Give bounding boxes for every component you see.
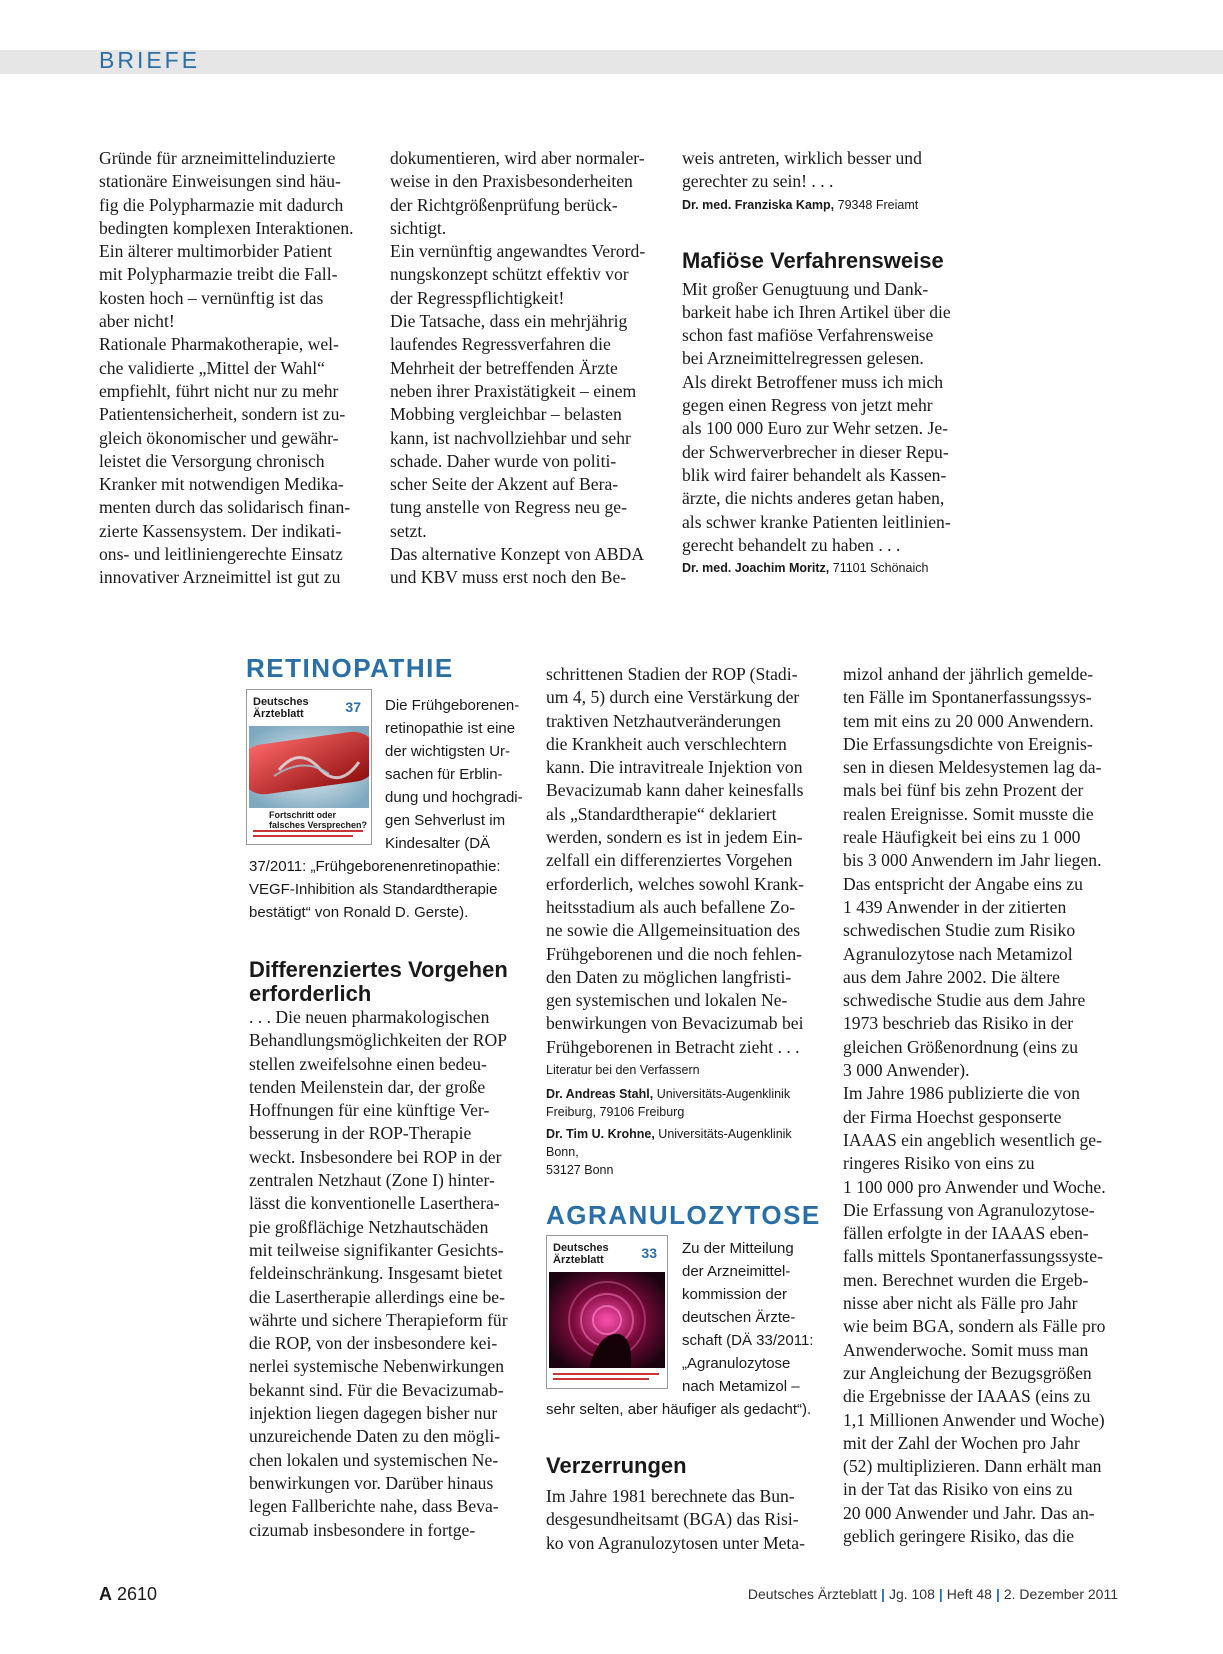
cover-line <box>553 1373 659 1375</box>
text-line: nach Metamizol – <box>682 1378 800 1395</box>
retinopathie-intro-continued <box>249 855 539 924</box>
text-line: als „Standardtherapie“ deklariert <box>546 803 777 824</box>
text-line: aus dem Jahre 2002. Die ältere <box>843 966 1060 987</box>
agranulozytose-body-column-2 <box>843 663 1128 1548</box>
text-line: schwedische Studie aus dem Jahre <box>843 990 1086 1011</box>
text-line: schaft (DÄ 33/2011: <box>682 1332 814 1349</box>
text-line: 1 100 000 pro Anwender und Woche. <box>843 1176 1106 1197</box>
text-line: Kindesalter (DÄ <box>385 835 491 852</box>
journal-footer: Deutsches Ärzteblatt | Jg. 108 | Heft 48 | 2. Dezember 2011 <box>747 1586 1118 1602</box>
text-line: che validierte „Mittel der Wahl“ <box>99 357 325 378</box>
retinopathie-heading: Differenziertes Vorgehen erforderlich <box>249 957 508 1006</box>
text-line: stellen zweifelsohne einen bedeu- <box>249 1053 487 1074</box>
retinopathie-kicker: RETINOPATHIE <box>246 653 454 683</box>
cover-brand: Deutsches Ärzteblatt <box>553 1242 609 1266</box>
letter-signature: Dr. med. Joachim Moritz, 71101 Schönaich <box>682 561 929 576</box>
cover-line <box>253 835 353 837</box>
text-line: Mobbing vergleichbar – belasten <box>390 404 622 425</box>
text-line: setzt. <box>390 520 427 541</box>
cover-line <box>553 1378 649 1380</box>
agranulozytose-intro-continued <box>546 1398 836 1421</box>
text-line: bestätigt“ von Ronald D. Gerste). <box>249 904 469 921</box>
text-line: gen Sehverlust im <box>385 812 506 829</box>
author-signature: Dr. Tim U. Krohne, Universitäts-Augenklinik Bonn, 53127 Bonn <box>546 1127 792 1178</box>
text-line: Die Erfassungsdichte von Ereignis- <box>843 733 1093 754</box>
text-line: Als direkt Betroffener muss ich mich <box>682 371 944 392</box>
text-line: die Lasertherapie allerdings eine be- <box>249 1286 505 1307</box>
text-line: zelfall ein differenziertes Vorgehen <box>546 850 793 871</box>
letter-text <box>682 278 972 558</box>
text-line: bekannt sind. Für die Bevacizumab- <box>249 1379 504 1400</box>
text-line: Die Tatsache, dass ein mehrjährig <box>390 311 628 332</box>
text-line: der wichtigsten Ur- <box>385 743 511 760</box>
text-line: gerecht behandelt zu haben . . . <box>682 534 901 555</box>
text-line: ten Fälle im Spontanerfassungssys- <box>843 687 1092 708</box>
text-line: weise in den Praxisbesonderheiten <box>390 171 633 192</box>
text-line: der Arzneimittel- <box>682 1263 791 1280</box>
text-line: schwedischen Studie zum Risiko <box>843 920 1076 941</box>
text-line: sen in diesen Meldesystemen lag da- <box>843 757 1102 778</box>
text-line: bis 3 000 Anwendern im Jahr liegen. <box>843 850 1102 871</box>
text-line: tung anstelle von Regress neu ge- <box>390 497 627 518</box>
text-line: scher Seite der Akzent auf Bera- <box>390 474 619 495</box>
text-line: fällen erfolgte in der IAAAS eben- <box>843 1223 1089 1244</box>
text-line: die ROP, von der insbesondere kei- <box>249 1333 498 1354</box>
text-line: Frühgeborenen und die noch fehlen- <box>546 943 803 964</box>
text-line: mizol anhand der jährlich gemelde- <box>843 664 1094 684</box>
text-line: ärzte, die nichts anderes getan haben, <box>682 488 945 509</box>
page-number: A 2610 <box>99 1584 158 1604</box>
letter-heading: Mafiöse Verfahrensweise <box>682 247 944 273</box>
text-line: sichtigt. <box>390 217 447 238</box>
text-line: gleichen Größenordnung (eins zu <box>843 1036 1078 1057</box>
text-line: ko von Agranulozytosen unter Meta- <box>546 1532 805 1553</box>
text-line: kann, ist nachvollziehbar und sehr <box>390 427 631 448</box>
text-line: nungskonzept schützt effektiv vor <box>390 264 629 285</box>
text-line: kosten hoch – vernünftig ist das <box>99 287 324 308</box>
text-line: gerechter zu sein! . . . <box>682 171 834 192</box>
text-line: und KBV muss erst noch den Be- <box>390 567 627 588</box>
text-line: Die Erfassung von Agranulozytose- <box>843 1199 1095 1220</box>
text-line: schrittenen Stadien der ROP (Stadi- <box>546 664 798 684</box>
text-line: besserung in der ROP-Therapie <box>249 1123 472 1144</box>
text-line: fig die Polypharmazie mit dadurch <box>99 194 344 215</box>
text-line: mit der Zahl der Wochen pro Jahr <box>843 1432 1080 1453</box>
text-line: dokumentieren, wird aber normaler- <box>390 148 645 168</box>
text-line: nisse aber nicht als Fälle pro Jahr <box>843 1293 1078 1314</box>
text-line: gen systemischen und lokalen Ne- <box>546 990 788 1011</box>
text-line: 37/2011: „Frühgeborenenretinopathie: <box>249 858 501 875</box>
letter-column-2 <box>390 147 675 590</box>
text-line: injektion liegen dagegen bisher nur <box>249 1403 498 1424</box>
text-line: als 100 000 Euro zur Wehr setzen. Je- <box>682 418 948 439</box>
text-line: die Krankheit auch verschlechtern <box>546 733 787 754</box>
cover-image <box>549 1272 665 1368</box>
text-line: wie beim BGA, sondern als Fälle pro <box>843 1316 1106 1337</box>
text-line: sehr selten, aber häufiger als gedacht“). <box>546 1401 812 1418</box>
text-line: Behandlungsmöglichkeiten der ROP <box>249 1030 508 1051</box>
text-line: weis antreten, wirklich besser und <box>682 148 922 168</box>
text-line: feldeinschränkung. Insgesamt bietet <box>249 1263 503 1284</box>
text-line: Kranker mit notwendigen Medika- <box>99 474 344 495</box>
text-line: schade. Daher wurde von politi- <box>390 450 617 471</box>
text-line: legen Fallberichte nahe, dass Beva- <box>249 1496 499 1517</box>
text-line: bei Arzneimittelregressen gelesen. <box>682 348 924 369</box>
author-signature: Dr. Andreas Stahl, Universitäts-Augenklinik Freiburg, 79106 Freiburg <box>546 1087 791 1120</box>
text-line: tenden Meilenstein dar, der große <box>249 1076 486 1097</box>
text-line: cizumab insbesondere in fortge- <box>249 1519 476 1540</box>
text-line: desgesundheitsamt (BGA) das Risi- <box>546 1509 799 1530</box>
text-line: benwirkungen vor. Darüber hinaus <box>249 1472 494 1493</box>
text-line: unzureichende Daten zu den mögli- <box>249 1426 501 1447</box>
text-line: blik wird fairer behandelt als Kassen- <box>682 464 947 485</box>
letter-text <box>682 147 972 194</box>
cover-brand: Deutsches Ärzteblatt <box>253 696 309 720</box>
text-line: chen lokalen und systemischen Ne- <box>249 1449 499 1470</box>
agranulozytose-intro <box>682 1237 832 1398</box>
text-line: Gründe für arzneimittelinduzierte <box>99 148 336 168</box>
text-line: falls mittels Spontanerfassungssyste- <box>843 1246 1103 1267</box>
text-line: 1 439 Anwender in der zitierten <box>843 896 1067 917</box>
text-line: Patientensicherheit, sondern ist zu- <box>99 404 346 425</box>
text-line: deutschen Ärzte- <box>682 1309 796 1326</box>
text-line: sachen für Erblin- <box>385 766 503 783</box>
text-line: „Agranulozytose <box>682 1355 791 1372</box>
text-line: . . . Die neuen pharmakologischen <box>249 1007 490 1027</box>
text-line: Die Frühgeborenen- <box>385 697 520 714</box>
text-line: der Regresspflichtigkeit! <box>390 287 565 308</box>
cover-headline: Fortschritt oder falsches Versprechen? <box>269 810 368 830</box>
text-line: Ein älterer multimorbider Patient <box>99 241 333 262</box>
text-line: der Firma Hoechst gesponserte <box>843 1106 1062 1127</box>
text-line: 1973 beschrieb das Risiko in der <box>843 1013 1074 1034</box>
retinopathie-intro <box>385 694 525 855</box>
text-line: Mit großer Genugtuung und Dank- <box>682 278 929 299</box>
text-line: die Ergebnisse der IAAAS (eins zu <box>843 1386 1091 1407</box>
text-line: realen Ereignisse. Somit musste die <box>843 803 1094 824</box>
text-line: Das alternative Konzept von ABDA <box>390 544 645 565</box>
text-line: Das entspricht der Angabe eins zu <box>843 873 1083 894</box>
text-line: Ein vernünftig angewandtes Verord- <box>390 241 646 262</box>
text-line: IAAAS ein angeblich wesentlich ge- <box>843 1129 1102 1150</box>
text-line: (52) multiplizieren. Dann erhält man <box>843 1456 1102 1477</box>
text-line: heitsstadium als auch befallene Zo- <box>546 896 796 917</box>
text-line: ons- und leitliniengerechte Einsatz <box>99 544 343 565</box>
cover-issue-number: 33 <box>641 1245 657 1261</box>
text-line: den Daten zu möglichen langfristi- <box>546 966 792 987</box>
text-line: kann. Die intravitreale Injektion von <box>546 757 803 778</box>
text-line: Mehrheit der betreffenden Ärzte <box>390 357 618 378</box>
text-line: dung und hochgradi- <box>385 789 523 806</box>
text-line: mit Polypharmazie treibt die Fall- <box>99 264 338 285</box>
text-line: Bevacizumab kann daher keinesfalls <box>546 780 804 801</box>
text-line: mit teilweise signifikanter Gesichts- <box>249 1239 504 1260</box>
text-line: mals bei fünf bis zehn Prozent der <box>843 780 1084 801</box>
agranulozytose-kicker: AGRANULOZYTOSE <box>546 1200 821 1230</box>
text-line: empfiehlt, führt nicht nur zu mehr <box>99 380 339 401</box>
text-line: um 4, 5) durch eine Verstärkung der <box>546 687 800 708</box>
text-line: VEGF-Inhibition als Standardtherapie <box>249 881 498 898</box>
text-line: geblich geringere Risiko, das die <box>843 1525 1075 1546</box>
text-line: 1,1 Millionen Anwender und Woche) <box>843 1409 1105 1430</box>
text-line: nerlei systemische Nebenwirkungen <box>249 1356 505 1377</box>
text-line: zierte Kassensystem. Der indikati- <box>99 520 342 541</box>
text-line: 20 000 Anwender und Jahr. Das an- <box>843 1502 1095 1523</box>
text-line: reale Häufigkeit bei eins zu 1 000 <box>843 827 1081 848</box>
body-text <box>546 663 826 1059</box>
journal-cover-thumbnail <box>246 689 372 845</box>
text-line: Agranulozytose nach Metamizol <box>843 943 1073 964</box>
text-line: neben ihrer Praxistätigkeit – einem <box>390 380 637 401</box>
text-line: tem mit eins zu 20 000 Anwendern. <box>843 710 1094 731</box>
text-line: gegen einen Regress von jetzt mehr <box>682 395 933 416</box>
text-line: laufendes Regressverfahren die <box>390 334 611 355</box>
agranulozytose-heading: Verzerrungen <box>546 1453 687 1478</box>
text-line: innovativer Arzneimittel ist gut zu <box>99 567 341 588</box>
text-line: kommission der <box>682 1286 788 1303</box>
text-line: retinopathie ist eine <box>385 720 516 737</box>
text-line: der Richtgrößenprüfung berück- <box>390 194 618 215</box>
text-line: ne sowie die Allgemeinsituation des <box>546 920 801 941</box>
cover-line <box>253 830 363 832</box>
letter-column-3 <box>682 147 972 577</box>
text-line: Rationale Pharmakotherapie, wel- <box>99 334 339 355</box>
text-line: ringeres Risiko von eins zu <box>843 1153 1035 1174</box>
text-line: pie großflächige Netzhautschäden <box>249 1216 489 1237</box>
text-line: zur Angleichung der Bezugsgrößen <box>843 1362 1092 1383</box>
letter-signature: Dr. med. Franziska Kamp, 79348 Freiamt <box>682 197 919 212</box>
journal-cover-thumbnail <box>546 1235 668 1389</box>
text-line: stationäre Einweisungen sind häu- <box>99 171 341 192</box>
agranulozytose-body-column-1 <box>546 1485 831 1555</box>
text-line: Im Jahre 1981 berechnete das Bun- <box>546 1486 795 1506</box>
text-line: Zu der Mitteilung <box>682 1240 794 1257</box>
cover-image <box>249 726 369 808</box>
text-line: gleich ökonomischer und gewähr- <box>99 427 339 448</box>
text-line: men. Berechnet wurden die Ergeb- <box>843 1269 1089 1290</box>
text-line: lässt die konventionelle Laserthera- <box>249 1193 500 1214</box>
text-line: schon fast mafiöse Verfahrensweise <box>682 325 934 346</box>
text-line: aber nicht! <box>99 311 175 332</box>
text-line: Im Jahre 1986 publizierte die von <box>843 1083 1080 1104</box>
text-line: menten durch das solidarisch finan- <box>99 497 351 518</box>
text-line: werden, sondern es ist in jedem Ein- <box>546 827 803 848</box>
literature-note: Literatur bei den Verfassern <box>546 1063 700 1078</box>
text-line: barkeit habe ich Ihren Artikel über die <box>682 301 951 322</box>
section-title: BRIEFE <box>99 47 201 73</box>
text-line: 3 000 Anwender). <box>843 1060 970 1081</box>
retinopathie-body-column-1 <box>249 1006 534 1542</box>
cover-issue-number: 37 <box>345 699 361 715</box>
text-line: traktiven Netzhautveränderungen <box>546 710 781 731</box>
text-line: in der Tat das Risiko von eins zu <box>843 1479 1073 1500</box>
text-line: zentralen Netzhaut (Zone I) hinter- <box>249 1170 495 1191</box>
text-line: leistet die Versorgung chronisch <box>99 450 325 471</box>
text-line: weckt. Insbesondere bei ROP in der <box>249 1146 502 1167</box>
text-line: Hoffnungen für eine künftige Ver- <box>249 1100 490 1121</box>
text-line: Frühgeborenen in Betracht zieht . . . <box>546 1036 800 1057</box>
text-line: währte und sichere Therapieform für <box>249 1309 508 1330</box>
text-line: Anwenderwoche. Somit muss man <box>843 1339 1089 1360</box>
retinopathie-body-column-2 <box>546 663 826 1179</box>
text-line: als schwer kranke Patienten leitlinien- <box>682 511 951 532</box>
text-line: erforderlich, welches sowohl Krank- <box>546 873 804 894</box>
text-line: benwirkungen von Bevacizumab bei <box>546 1013 804 1034</box>
text-line: bedingten komplexen Interaktionen. <box>99 217 354 238</box>
letter-column-1 <box>99 147 384 590</box>
text-line: der Schwerverbrecher in dieser Repu- <box>682 441 949 462</box>
